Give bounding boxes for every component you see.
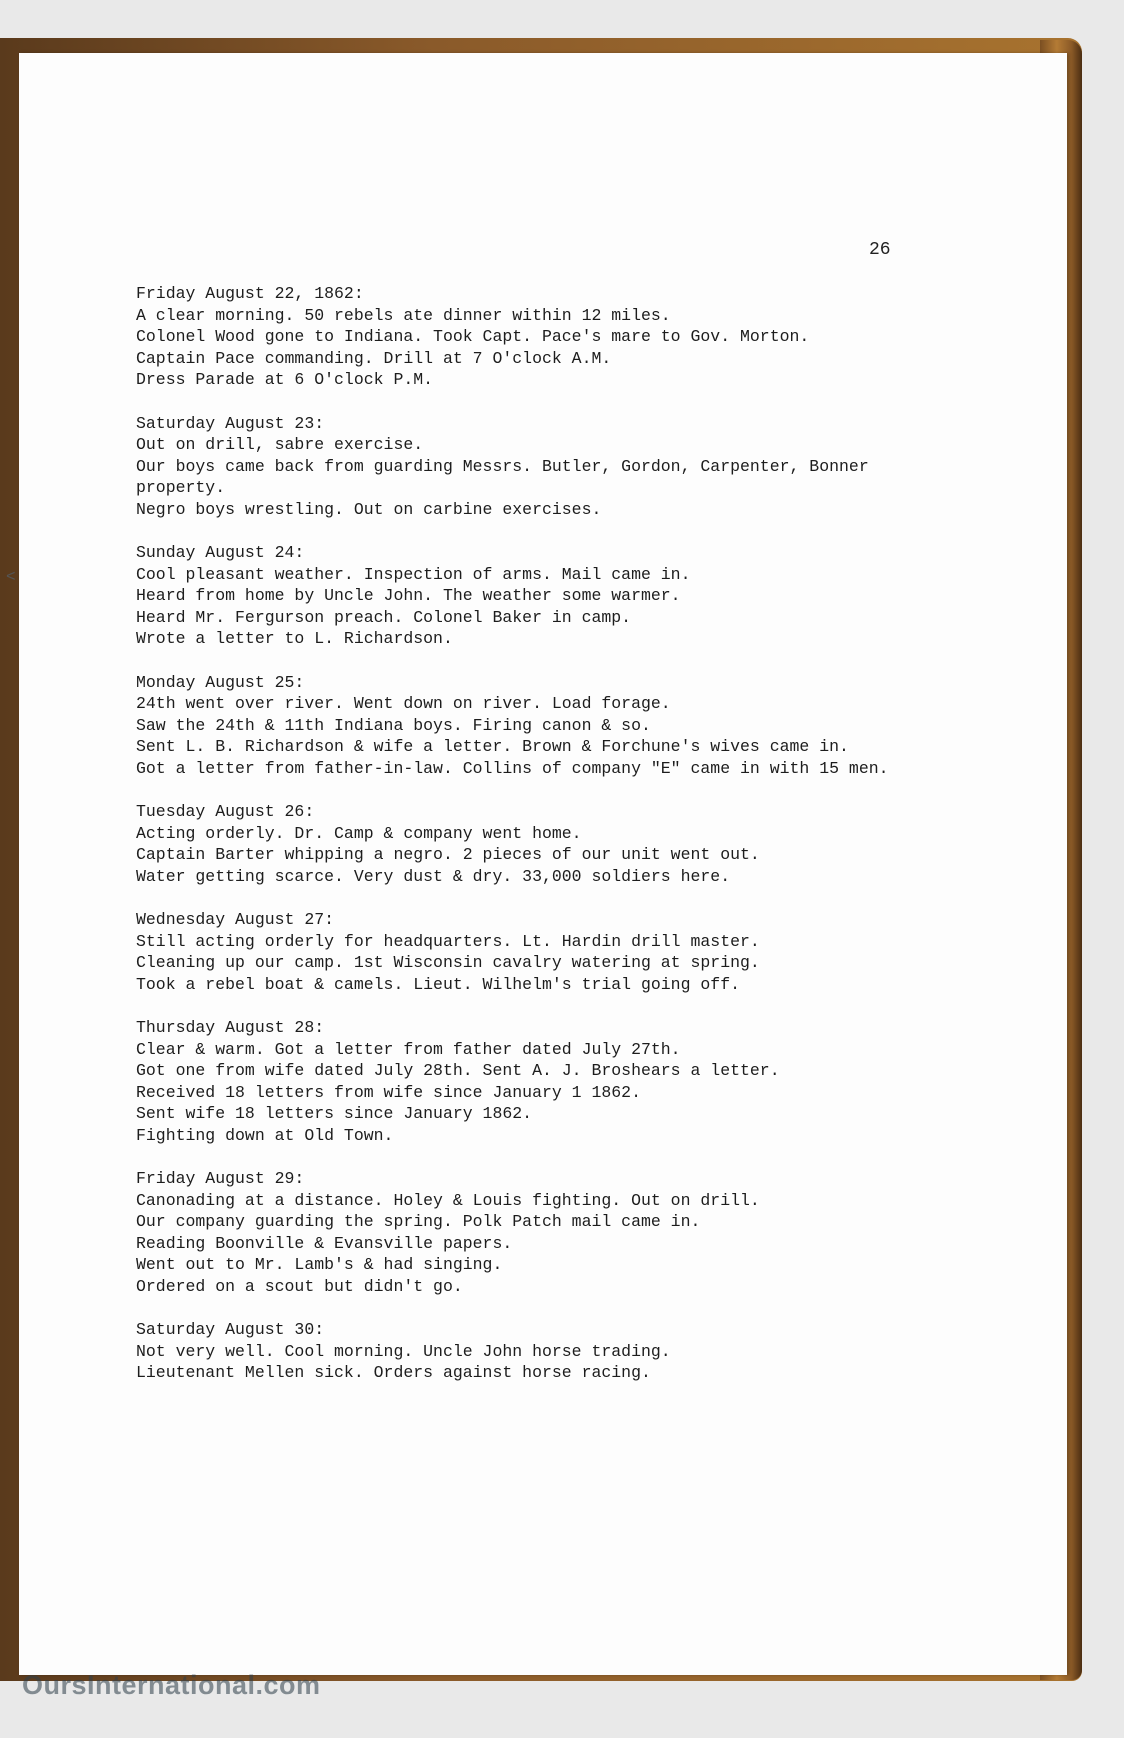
entry-date-heading: Friday August 29: (136, 1169, 305, 1188)
entry-text-line: Sent wife 18 letters since January 1862. (136, 1104, 533, 1123)
entry-text-line: Negro boys wrestling. Out on carbine exercises. (136, 499, 602, 519)
entry-text-line: Received 18 letters from wife since January 1 1862. (136, 1082, 641, 1102)
entry-text-line: Wrote a letter to L. Richardson. (136, 629, 453, 648)
diary-entry (136, 283, 1016, 391)
diary-entry (136, 672, 1016, 780)
entry-date-heading: Monday August 25: (136, 672, 305, 692)
entry-text-line: Dress Parade at 6 O'clock P.M. (136, 370, 434, 389)
entry-text-line: Still acting orderly for headquarters. Lt. Hardin drill master. (136, 931, 760, 951)
entry-text-line: Clear & warm. Got a letter from father dated July 27th. (136, 1039, 681, 1059)
entry-text-line: Not very well. Cool morning. Uncle John horse trading. (136, 1341, 671, 1361)
entry-text-line: Fighting down at Old Town. (136, 1125, 394, 1145)
entry-text-line: Saw the 24th & 11th Indiana boys. Firing canon & so. (136, 715, 651, 735)
entry-date-heading: Thursday August 28: (136, 1018, 325, 1037)
entry-text-line: Cleaning up our camp. 1st Wisconsin cavalry watering at spring. (136, 953, 760, 972)
entry-text-line: Sent L. B. Richardson & wife a letter. Brown & Forchune's wives came in. (136, 737, 849, 756)
entry-text-line: Reading Boonville & Evansville papers. (136, 1233, 513, 1253)
entry-text-line: Canonading at a distance. Holey & Louis fighting. Out on drill. (136, 1190, 760, 1210)
entry-text-line: Cool pleasant weather. Inspection of arms. Mail came in. (136, 564, 691, 584)
diary-entry (136, 1168, 1016, 1297)
entry-text-line: Heard Mr. Fergurson preach. Colonel Baker in camp. (136, 607, 632, 627)
entry-text-line: Captain Pace commanding. Drill at 7 O'clock A.M. (136, 348, 612, 368)
entry-text-line: Heard from home by Uncle John. The weather some warmer. (136, 586, 681, 605)
diary-entry (136, 909, 1016, 995)
entry-text-line: Went out to Mr. Lamb's & had singing. (136, 1255, 503, 1274)
watermark-logo: OursInternational.com (22, 1670, 321, 1700)
entry-text-line: Got a letter from father-in-law. Collins of company "E" came in with 15 men. (136, 758, 889, 778)
entry-date-heading: Sunday August 24: (136, 543, 305, 562)
entry-date-heading: Tuesday August 26: (136, 802, 315, 821)
entry-text-line: A clear morning. 50 rebels ate dinner within 12 miles. (136, 305, 671, 325)
diary-entry (136, 1319, 1016, 1384)
entry-date-heading: Saturday August 23: (136, 413, 325, 433)
diary-entry (136, 413, 1016, 521)
entry-text-line: Colonel Wood gone to Indiana. Took Capt. Pace's mare to Gov. Morton. (136, 327, 810, 346)
diary-entry (136, 542, 1016, 650)
entry-text-line: 24th went over river. Went down on river. Load forage. (136, 694, 671, 713)
entry-text-line: Got one from wife dated July 28th. Sent A. J. Broshears a letter. (136, 1061, 780, 1080)
entry-text-line: Our boys came back from guarding Messrs. Butler, Gordon, Carpenter, Bonner (136, 456, 869, 476)
diary-entries (136, 283, 1016, 1406)
diary-entry (136, 801, 1016, 887)
page-number: 26 (869, 240, 891, 260)
entry-text-line: Our company guarding the spring. Polk Patch mail came in. (136, 1212, 701, 1231)
hole-punch-mark: < (6, 568, 16, 586)
entry-text-line: Took a rebel boat & camels. Lieut. Wilhelm's trial going off. (136, 974, 740, 994)
entry-text-line: Acting orderly. Dr. Camp & company went home. (136, 823, 582, 843)
entry-date-heading: Friday August 22, 1862: (136, 284, 364, 303)
entry-text-line: Captain Barter whipping a negro. 2 pieces of our unit went out. (136, 845, 760, 864)
diary-entry (136, 1017, 1016, 1146)
entry-date-heading: Saturday August 30: (136, 1320, 325, 1339)
entry-text-line: Lieutenant Mellen sick. Orders against horse racing. (136, 1363, 651, 1382)
entry-text-line: Water getting scarce. Very dust & dry. 33,000 soldiers here. (136, 866, 731, 886)
entry-text-line: property. (136, 478, 226, 497)
entry-text-line: Out on drill, sabre exercise. (136, 435, 424, 454)
entry-date-heading: Wednesday August 27: (136, 910, 335, 929)
entry-text-line: Ordered on a scout but didn't go. (136, 1276, 463, 1296)
